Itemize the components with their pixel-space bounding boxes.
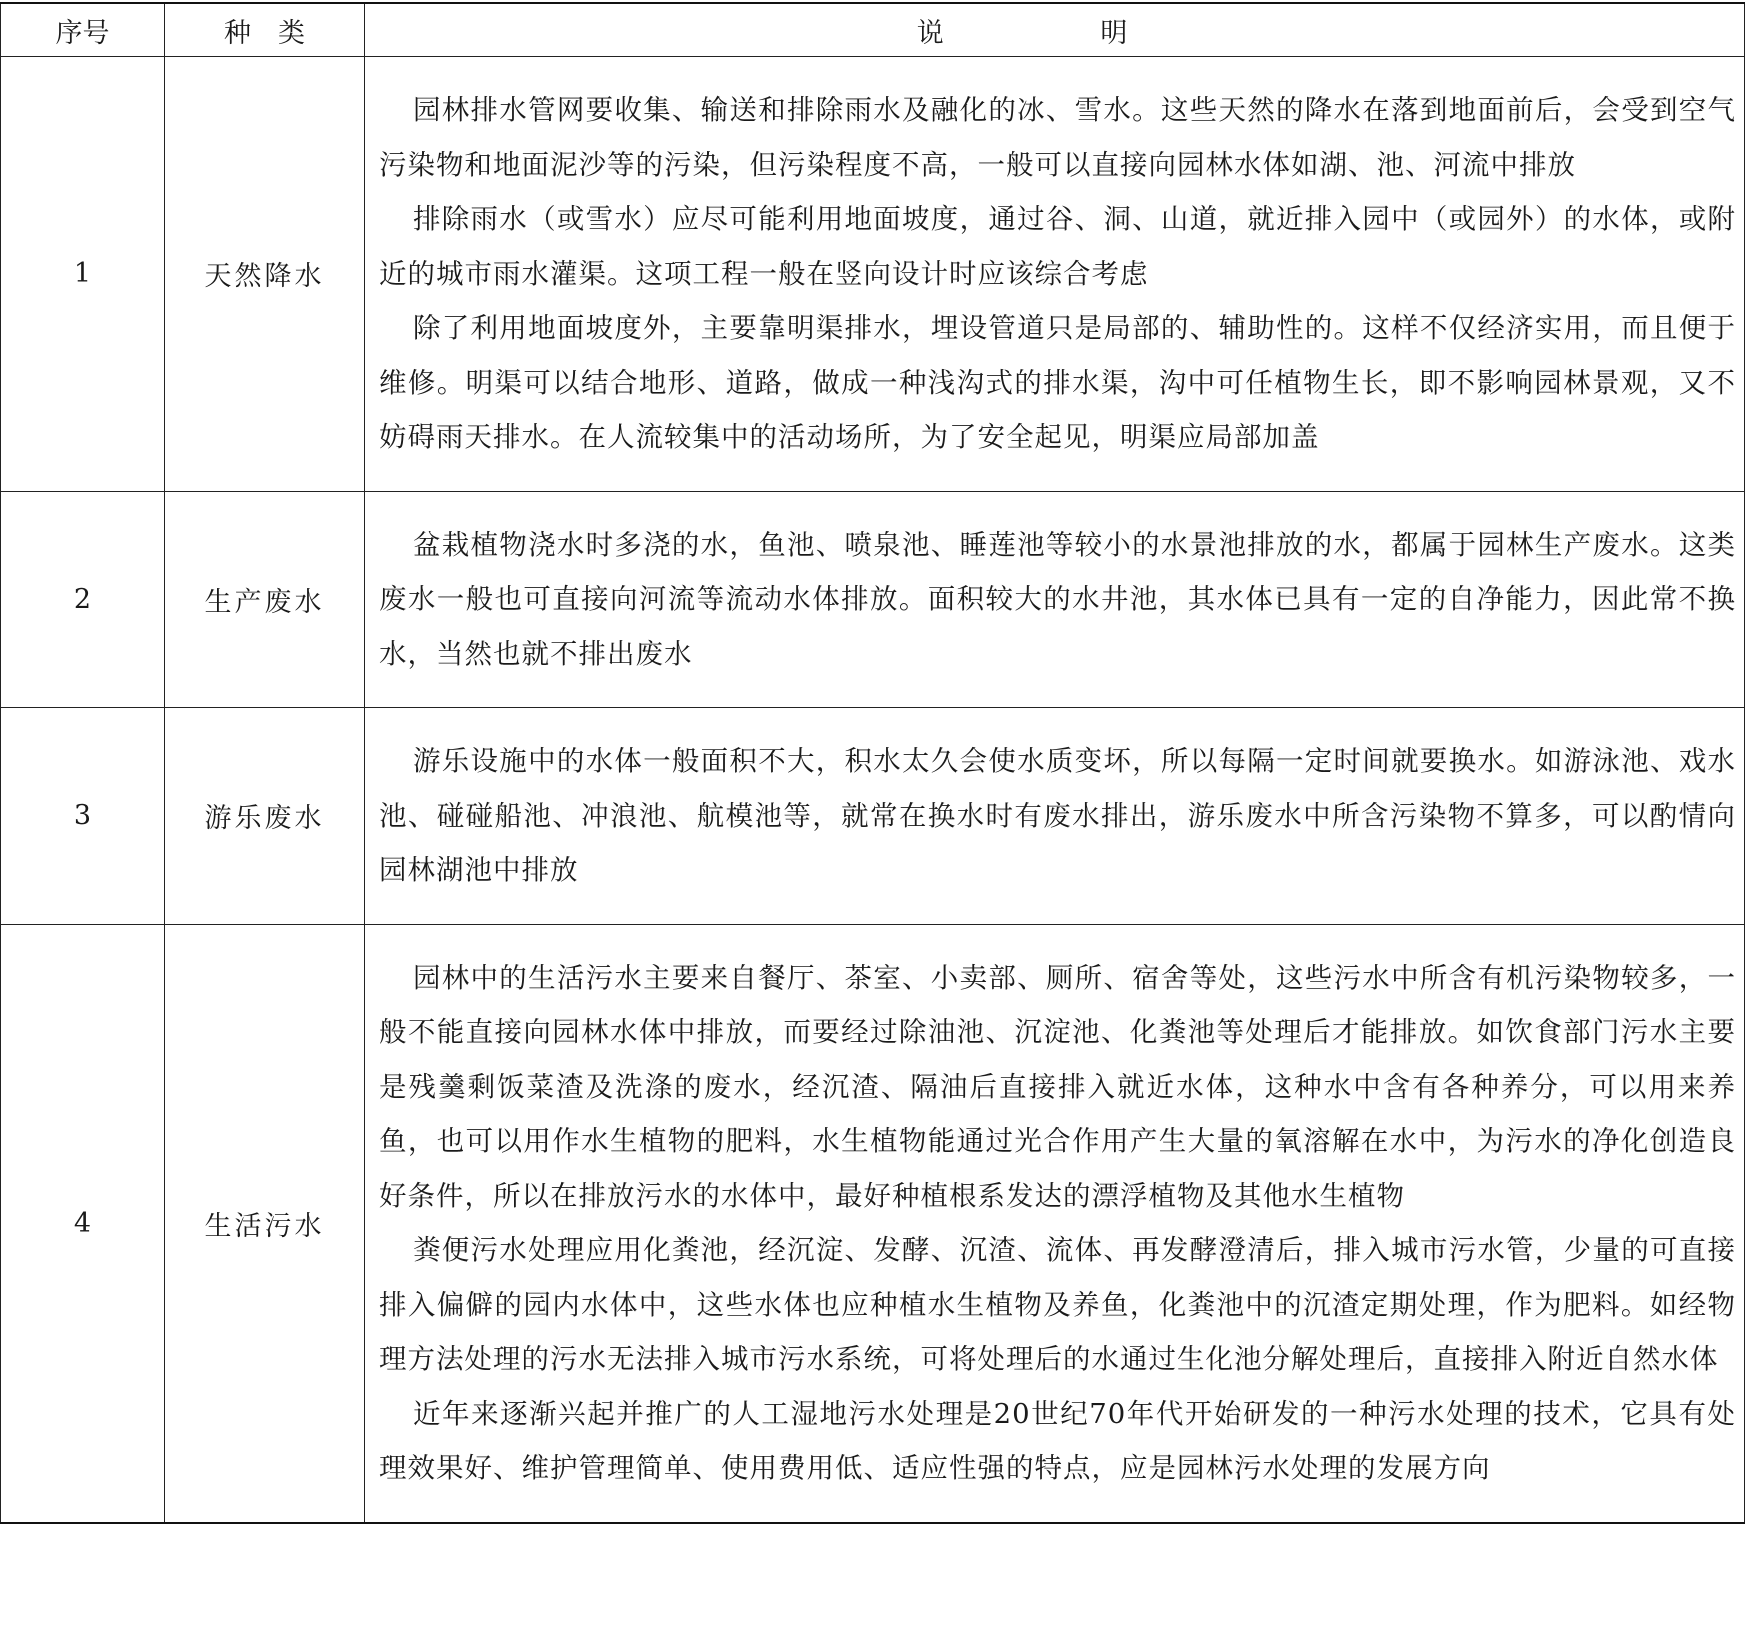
header-row [1,3,1745,57]
row-description [365,924,1745,1523]
table-row [1,57,1745,492]
row-number: 3 [1,708,165,925]
table-row [1,491,1745,708]
row-type: 生活污水 [165,924,365,1523]
row-type: 游乐废水 [165,708,365,925]
table-row [1,708,1745,925]
row-type: 天然降水 [165,57,365,492]
row-description [365,708,1745,925]
header-no: 序号 [1,3,165,57]
table-row [1,924,1745,1523]
description-paragraph: 除了利用地面坡度外，主要靠明渠排水，埋设管道只是局部的、辅助性的。这样不仅经济实用，而且便于维修。明渠可以结合地形、道路，做成一种浅沟式的排水渠，沟中可任植物生长，即不影响园林景观，又不妨碍雨天排水。在人流较集中的活动场所，为了安全起见，明渠应局部加盖 [379,312,1736,453]
row-description [365,491,1745,708]
description-paragraph: 盆栽植物浇水时多浇的水，鱼池、喷泉池、睡莲池等较小的水景池排放的水，都属于园林生产废水。这类废水一般也可直接向河流等流动水体排放。面积较大的水井池，其水体已具有一定的自净能力，因此常不换水，当然也就不排出废水 [379,528,1736,670]
header-type: 种 类 [165,3,365,57]
row-number: 2 [1,491,165,708]
row-description [365,57,1745,492]
description-paragraph: 游乐设施中的水体一般面积不大，积水太久会使水质变坏，所以每隔一定时间就要换水。如游泳池、戏水池、碰碰船池、冲浪池、航模池等，就常在换水时有废水排出，游乐废水中所含污染物不算多，可以酌情向园林湖池中排放 [379,745,1736,886]
row-number: 1 [1,57,165,492]
drainage-types-table [0,2,1745,1524]
description-paragraph: 排除雨水（或雪水）应尽可能利用地面坡度，通过谷、洞、山道，就近排入园中（或园外）的水体，或附近的城市雨水灌渠。这项工程一般在竖向设计时应该综合考虑 [379,203,1736,290]
description-paragraph: 粪便污水处理应用化粪池，经沉淀、发酵、沉渣、流体、再发酵澄清后，排入城市污水管，少量的可直接排入偏僻的园内水体中，这些水体也应种植水生植物及养鱼，化粪池中的沉渣定期处理，作为肥料。如经物理方法处理的污水无法排入城市污水系统，可将处理后的水通过生化池分解处理后，直接排入附近自然水体 [379,1234,1736,1375]
row-number: 4 [1,924,165,1523]
description-paragraph: 园林排水管网要收集、输送和排除雨水及融化的冰、雪水。这些天然的降水在落到地面前后，会受到空气污染物和地面泥沙等的污染，但污染程度不高，一般可以直接向园林水体如湖、池、河流中排放 [379,94,1736,181]
description-paragraph: 近年来逐渐兴起并推广的人工湿地污水处理是20世纪70年代开始研发的一种污水处理的技术，它具有处理效果好、维护管理简单、使用费用低、适应性强的特点，应是园林污水处理的发展方向 [379,1397,1736,1484]
row-type: 生产废水 [165,491,365,708]
description-paragraph: 园林中的生活污水主要来自餐厅、茶室、小卖部、厕所、宿舍等处，这些污水中所含有机污染物较多，一般不能直接向园林水体中排放，而要经过除油池、沉淀池、化粪池等处理后才能排放。如饮食部门污水主要是残羹剩饭菜渣及洗涤的废水，经沉渣、隔油后直接排入就近水体，这种水中含有各种养分，可以用来养鱼，也可以用作水生植物的肥料，水生植物能通过光合作用产生大量的氧溶解在水中，为污水的净化创造良好条件，所以在排放污水的水体中，最好种植根系发达的漂浮植物及其他水生植物 [379,961,1736,1212]
header-desc: 说 明 [365,3,1745,57]
